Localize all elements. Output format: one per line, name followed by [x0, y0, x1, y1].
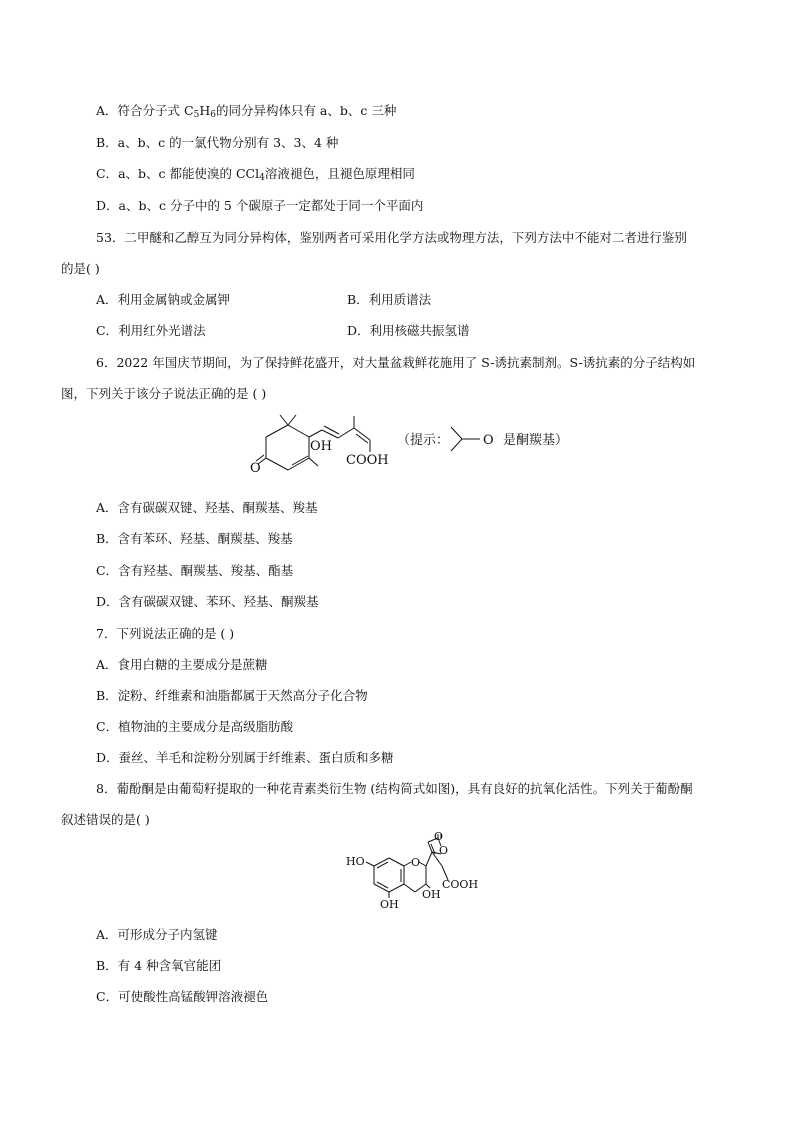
bond [309, 430, 322, 437]
bond [404, 862, 411, 866]
bond [366, 862, 374, 866]
bond [280, 415, 288, 425]
top-o-label: O [434, 832, 444, 843]
bond [377, 882, 388, 888]
q8-option-a: A．可形成分子内氢键 [96, 927, 218, 942]
bond [426, 852, 432, 866]
bond [374, 884, 389, 892]
q5-option-d: D．a、b、c 分子中的 5 个碳原子一定都处于同一个平面内 [96, 198, 424, 213]
q53-stem-line2: 的是( ) [61, 261, 100, 276]
ketone-o-label: O [250, 461, 261, 476]
bond [288, 415, 296, 425]
q6-stem-line1: 6．2022 年国庆节期间，为了保持鲜花盛开，对大量盆栽鲜花施用了 S-诱抗素制剂。S-诱抗素的分子结构如 [96, 355, 696, 370]
bond [338, 428, 354, 438]
bond [324, 426, 339, 434]
q53-option-d: D．利用核磁共振氢谱 [347, 323, 470, 338]
q5-option-a: A．符合分子式 $C_5H_6$的同分异构体只有 a、b、c 三种 [96, 103, 397, 120]
bond [419, 862, 426, 866]
bond [288, 458, 309, 470]
q8-option-c: C．可使酸性高锰酸钾溶液褪色 [96, 989, 269, 1004]
q7-option-d: D．蚕丝、羊毛和淀粉分别属于纤维素、蛋白质和多糖 [96, 750, 394, 765]
bond [451, 427, 462, 439]
ring-o-label: O [411, 856, 421, 869]
lactone-o-label: O [439, 844, 449, 857]
q6-option-a: A．含有碳碳双键、羟基、酮羰基、羧基 [96, 500, 318, 515]
bond [404, 884, 415, 892]
bond [428, 842, 432, 852]
q53-option-b: B．利用质谱法 [347, 292, 432, 307]
bond [451, 439, 462, 451]
bond [322, 430, 338, 438]
mid-oh-label: OH [422, 888, 441, 901]
oh-label: OH [310, 439, 332, 454]
bond [389, 884, 404, 892]
bond [377, 862, 388, 868]
q53-option-c: C．利用红外光谱法 [96, 323, 206, 338]
bond [309, 458, 318, 466]
cooh-label: COOH [346, 453, 389, 468]
q6-option-b: B．含有苯环、羟基、酮羰基、羧基 [96, 531, 293, 546]
q8-stem-line2: 叙述错误的是( ) [61, 812, 150, 827]
q6-option-d: D．含有碳碳双键、苯环、羟基、酮羰基 [96, 594, 319, 609]
q8-option-b: B．有 4 种含氧官能团 [96, 958, 222, 973]
q6-stem-line2: 图，下列关于该分子说法正确的是 ( ) [61, 386, 267, 401]
q53-stem-line1: 53．二甲醚和乙醇互为同分异构体，鉴别两者可采用化学方法或物理方法，下列方法中不能对二者进行鉴别 [96, 230, 687, 245]
bottom-oh-label: OH [380, 898, 399, 911]
q5-option-c: C．a、b、c 都能使溴的 CCl$_4$溶液褪色，且褪色原理相同 [96, 166, 415, 183]
hint-o-label: O [483, 433, 494, 448]
bond [389, 858, 404, 866]
cooh-label: COOH [442, 878, 479, 891]
bond [374, 858, 389, 866]
q7-stem: 7．下列说法正确的是 ( ) [96, 626, 235, 641]
q6-option-c: C．含有羟基、酮羰基、羧基、酯基 [96, 563, 294, 578]
q7-option-c: C．植物油的主要成分是高级脂肪酸 [96, 719, 294, 734]
bond [266, 458, 288, 470]
abscisic-acid-structure [250, 412, 580, 480]
ho-label: HO [346, 855, 365, 868]
hint-prefix: （提示： [397, 433, 450, 448]
q7-option-a: A．食用白糖的主要成分是蔗糖 [96, 657, 268, 672]
q8-stem-line1: 8．葡酚酮是由葡萄籽提取的一种花青素类衍生物 (结构简式如图)，具有良好的抗氧化活性。下列关于葡酚酮 [96, 781, 693, 796]
viniferone-structure [344, 832, 480, 914]
q7-option-b: B．淀粉、纤维素和油脂都属于天然高分子化合物 [96, 688, 368, 703]
bond [288, 425, 309, 437]
bond [266, 425, 288, 437]
bond [356, 434, 368, 443]
hint-suffix: 是酮羰基） [503, 433, 569, 448]
q53-option-a: A．利用金属钠或金属钾 [96, 292, 231, 307]
q5-option-b: B．a、b、c 的一氯代物分别有 3、3、4 种 [96, 135, 339, 150]
